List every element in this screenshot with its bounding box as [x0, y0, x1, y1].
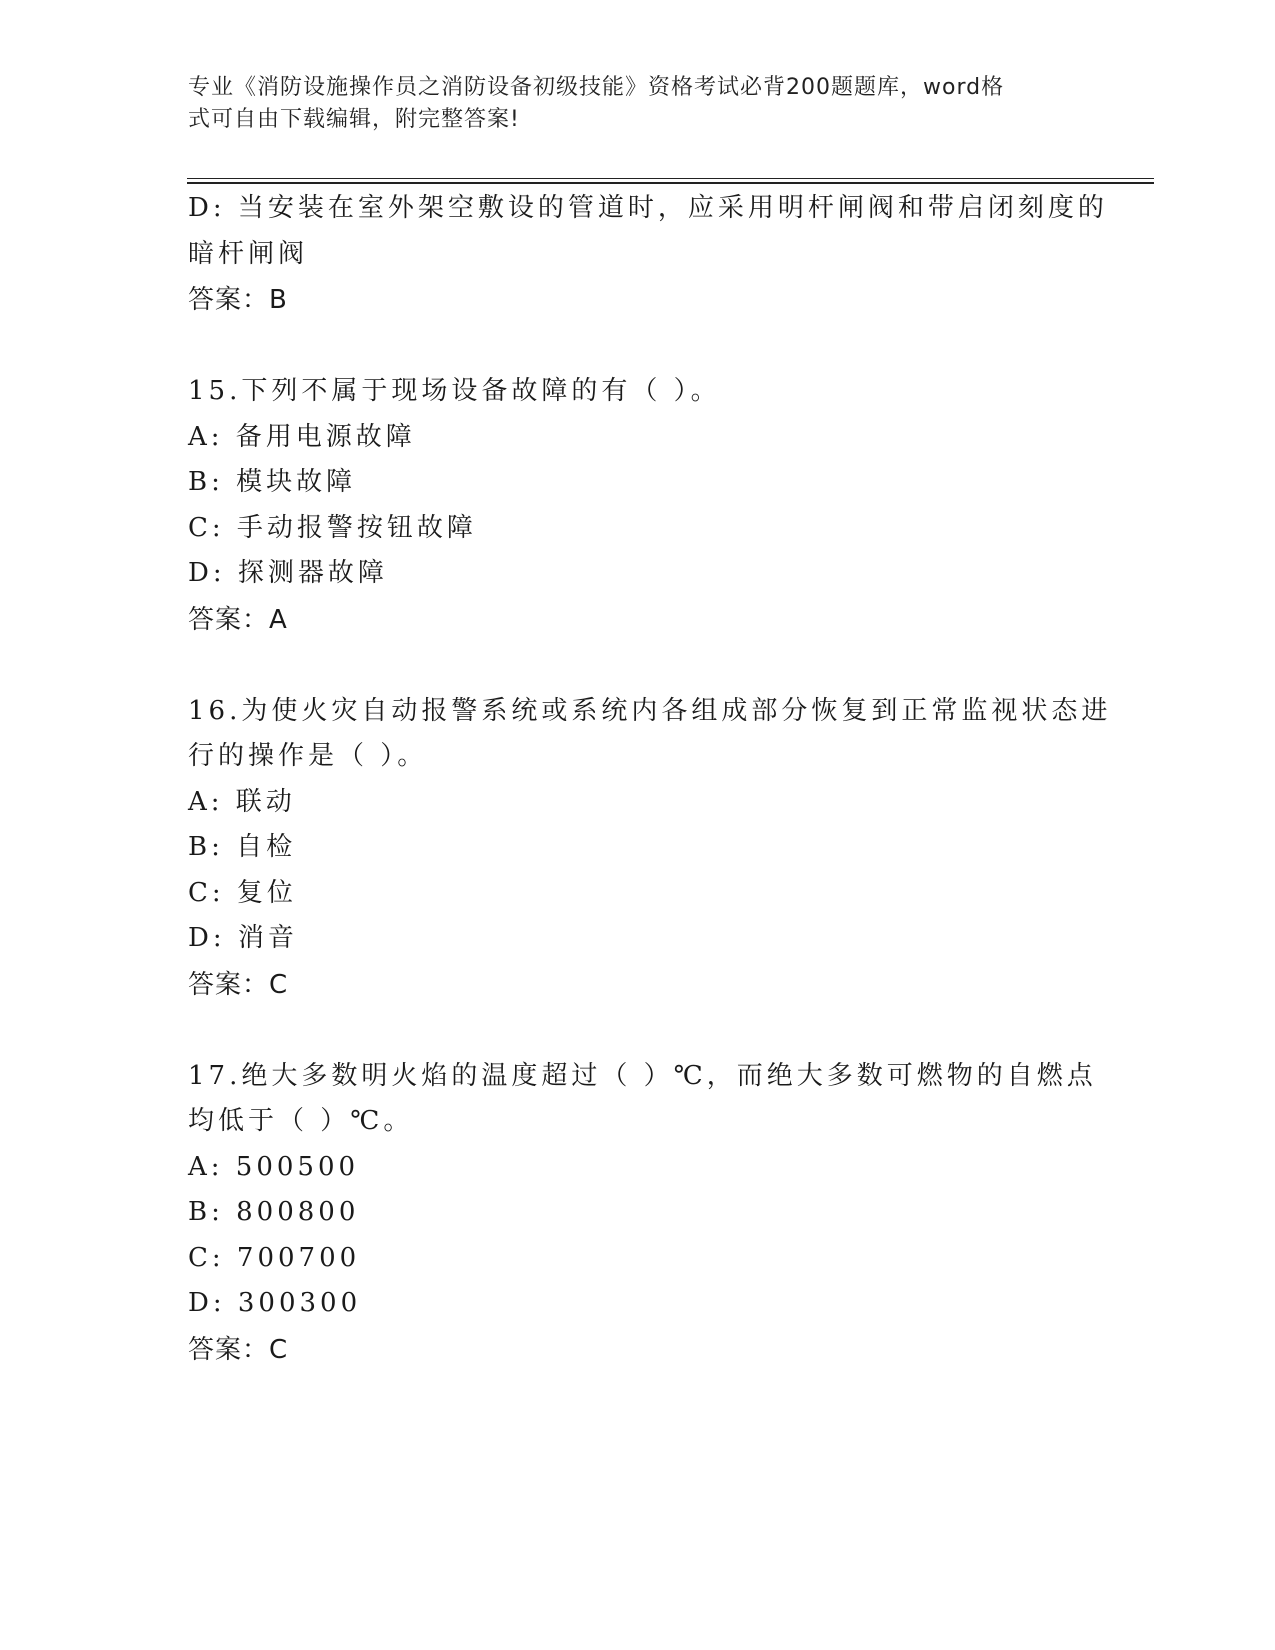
option-d: D: 探测器故障 [188, 558, 388, 588]
answer-label: 答案：B [188, 285, 288, 315]
question-stem: 17.绝大多数明火焰的温度超过（ ）℃，而绝大多数可燃物的自燃点 [188, 1060, 1097, 1091]
answer-label: 答案：C [188, 969, 289, 1000]
option-a: A: 500500 [188, 1151, 360, 1182]
question-14-carryover [188, 186, 1108, 323]
question-stem-continued: 均低于（ ）℃。 [188, 1106, 414, 1136]
option-c: C: 复位 [188, 877, 297, 908]
answer-label: 答案：A [188, 604, 288, 635]
answer-label: 答案：C [188, 1334, 289, 1365]
option-d: D: 消音 [188, 923, 298, 953]
question-list [188, 186, 1112, 1373]
question-stem: 16.为使火灾自动报警系统或系统内各组成部分恢复到正常监视状态进 [188, 695, 1112, 726]
question-stem: 15.下列不属于现场设备故障的有（ ）。 [188, 376, 721, 406]
option-d: D: 当安装在室外架空敷设的管道时，应采用明杆闸阀和带启闭刻度的 [188, 193, 1108, 223]
option-b: B: 模块故障 [188, 467, 357, 497]
option-d-continued: 暗杆闸阀 [188, 238, 309, 269]
document-header [188, 72, 1068, 136]
header-divider-thin [187, 178, 1154, 179]
option-b: B: 自检 [188, 832, 297, 862]
option-c: C: 手动报警按钮故障 [188, 512, 477, 543]
option-a: A: 备用电源故障 [188, 421, 416, 452]
header-line-1: 专业《消防设施操作员之消防设备初级技能》资格考试必背200题题库，word格 [188, 75, 1005, 100]
option-b: B: 800800 [188, 1197, 360, 1227]
header-line-2: 式可自由下载编辑，附完整答案! [188, 107, 520, 132]
option-d: D: 300300 [188, 1288, 362, 1318]
question-16 [188, 689, 1112, 1008]
question-15 [188, 369, 1088, 643]
header-divider-thick [187, 182, 1154, 184]
option-a: A: 联动 [188, 786, 296, 817]
question-stem-continued: 行的操作是（ ）。 [188, 741, 428, 771]
option-c: C: 700700 [188, 1242, 361, 1273]
question-17 [188, 1054, 1097, 1373]
